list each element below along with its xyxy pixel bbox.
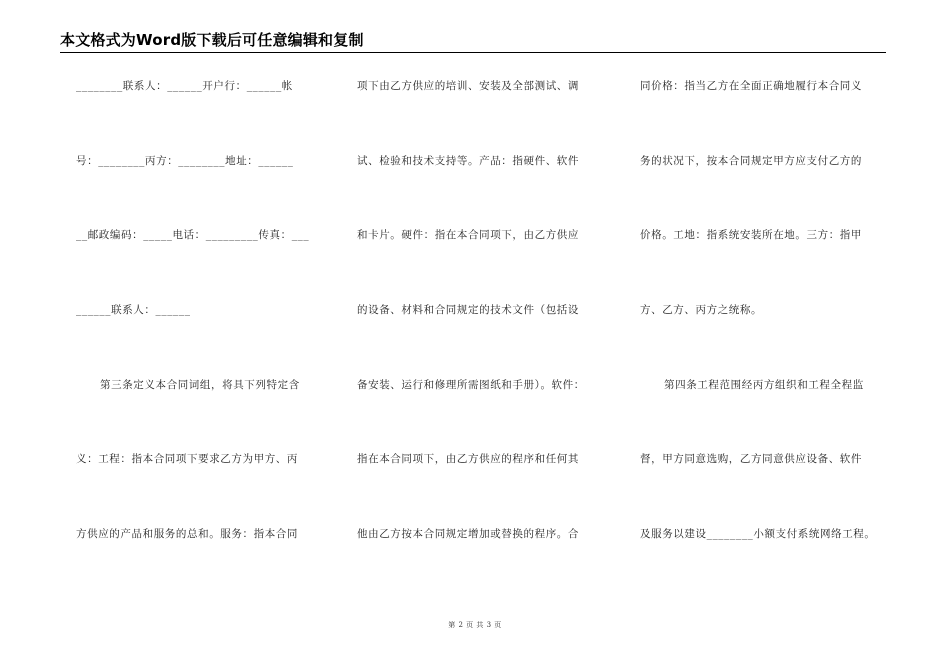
- text-line: 及服务以建设________小额支付系统网络工程。: [640, 528, 876, 541]
- text-column-3: [640, 77, 900, 600]
- article-heading-line: 第四条工程范围经丙方组织和工程全程监: [664, 378, 864, 391]
- text-line: 指在本合同项下，由乙方供应的程序和任何其: [357, 453, 579, 466]
- text-line: 的设备、材料和合同规定的技术文件（包括设: [357, 304, 579, 317]
- text-line: 和卡片。硬件：指在本合同项下，由乙方供应: [357, 229, 579, 242]
- text-column-2: [357, 77, 607, 600]
- text-line: 义：工程：指本合同项下要求乙方为甲方、丙: [76, 453, 298, 466]
- text-line: 同价格：指当乙方在全面正确地履行本合同义: [640, 80, 862, 92]
- text-line: 务的状况下，按本合同规定甲方应支付乙方的: [640, 154, 862, 167]
- text-line: 价格。工地：指系统安装所在地。三方：指甲: [640, 229, 862, 242]
- text-line: 方供应的产品和服务的总和。服务：指本合同: [76, 528, 298, 541]
- text-column-1: [76, 77, 326, 600]
- header-title: 本文格式为Word版下载后可任意编辑和复制: [60, 31, 364, 49]
- text-line: 项下由乙方供应的培训、安装及全部测试、调: [357, 80, 579, 92]
- text-line: ______联系人：______: [76, 304, 191, 317]
- text-line: 号：________丙方：________地址：______: [76, 154, 294, 167]
- page-number: 第 2 页 共 3 页: [448, 621, 502, 629]
- page-footer: [0, 620, 950, 630]
- text-line: 方、乙方、丙方之统称。: [640, 304, 763, 317]
- text-line: 备安装、运行和修理所需图纸和手册）。软件：: [357, 378, 585, 391]
- text-line: 督，甲方同意选购，乙方同意供应设备、软件: [640, 453, 862, 466]
- text-line: 试、检验和技术支持等。产品：指硬件、软件: [357, 154, 579, 167]
- text-line: __邮政编码：_____电话：_________传真：___: [76, 229, 310, 242]
- text-line: ________联系人：______开户行：______帐: [76, 80, 293, 92]
- article-heading-line: 第三条定义本合同词组，将具下列特定含: [100, 378, 300, 391]
- text-line: 他由乙方按本合同规定增加或替换的程序。合: [357, 528, 579, 541]
- page-header: [60, 30, 886, 53]
